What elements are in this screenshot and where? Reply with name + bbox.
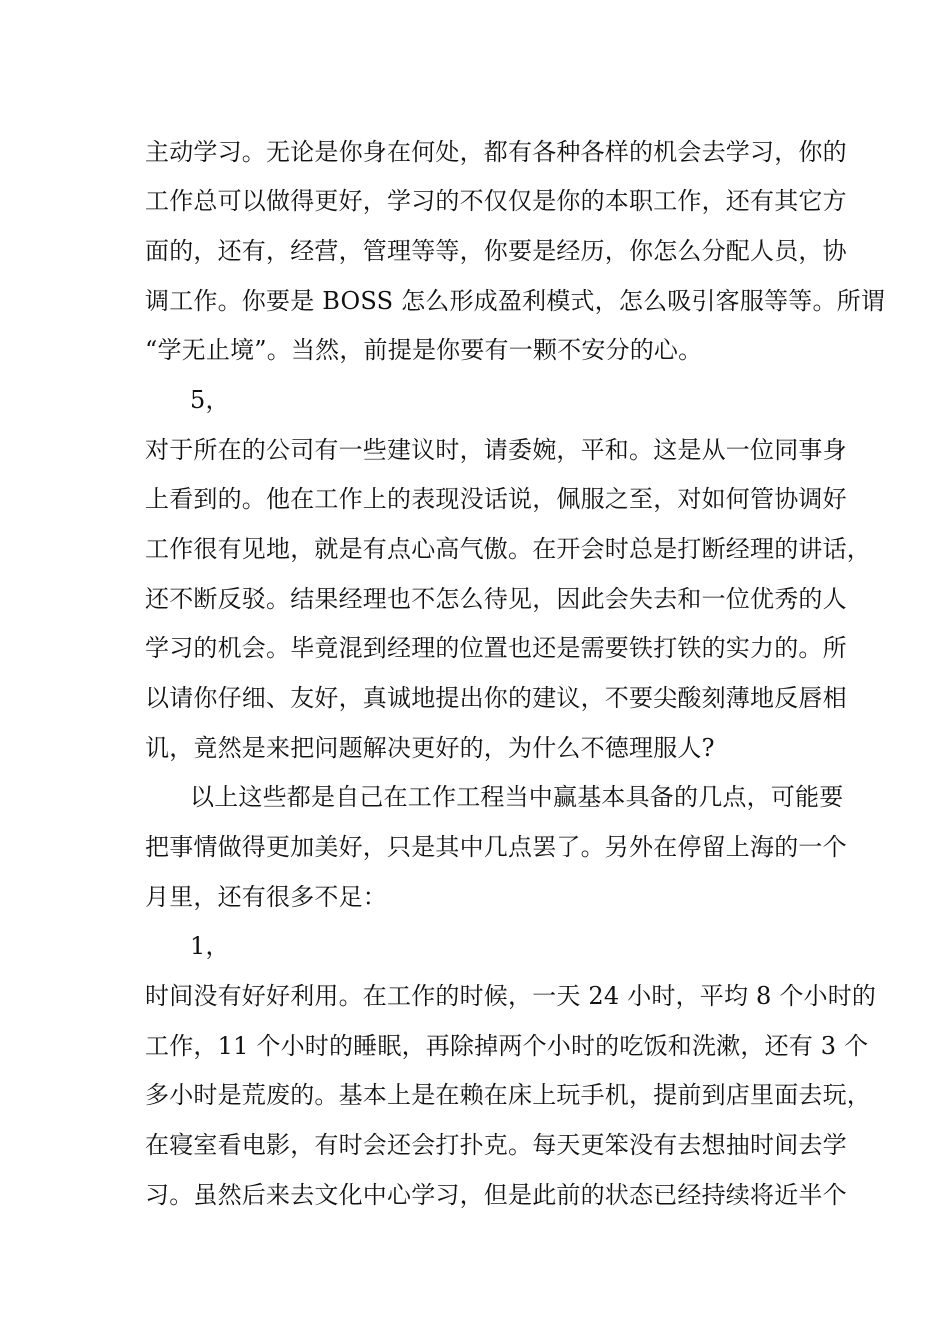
text-line: 工作总可以做得更好，学习的不仅仅是你的本职工作，还有其它方	[145, 187, 847, 215]
text-line: 习。虽然后来去文化中心学习，但是此前的状态已经持续将近半个	[145, 1181, 847, 1209]
text-line: 工作很有见地，就是有点心高气傲。在开会时总是打断经理的讲话，	[145, 535, 871, 563]
text-line: 主动学习。无论是你身在何处，都有各种各样的机会去学习，你的	[145, 138, 847, 166]
text-line: 月里，还有很多不足：	[145, 883, 387, 911]
text-line: 在寝室看电影，有时会还会打扑克。每天更笨没有去想抽时间去学	[145, 1131, 847, 1159]
text-line: 对于所在的公司有一些建议时，请委婉，平和。这是从一位同事身	[145, 436, 847, 464]
list-number: 5，	[190, 386, 230, 414]
text-line: 上看到的。他在工作上的表现没话说，佩服之至，对如何管协调好	[145, 485, 847, 513]
list-number: 1，	[190, 932, 230, 960]
text-line: 讥，竟然是来把问题解决更好的，为什么不德理服人?	[145, 734, 715, 762]
text-line: “学无止境”。当然，前提是你要有一颗不安分的心。	[145, 336, 703, 364]
text-line: 工作，11 个小时的睡眠，再除掉两个小时的吃饭和洗漱，还有 3 个	[145, 1032, 869, 1060]
text-line: 以请你仔细、友好，真诚地提出你的建议，不要尖酸刻薄地反唇相	[145, 684, 847, 712]
text-line: 学习的机会。毕竟混到经理的位置也还是需要铁打铁的实力的。所	[145, 634, 847, 662]
text-line: 调工作。你要是 BOSS 怎么形成盈利模式，怎么吸引客服等等。所谓	[145, 287, 886, 315]
text-line: 把事情做得更加美好，只是其中几点罢了。另外在停留上海的一个	[145, 833, 847, 861]
text-line: 还不断反驳。结果经理也不怎么待见，因此会失去和一位优秀的人	[145, 585, 847, 613]
text-line: 面的，还有，经营，管理等等，你要是经历，你怎么分配人员，协	[145, 237, 847, 265]
text-line: 时间没有好好利用。在工作的时候，一天 24 小时，平均 8 个小时的	[145, 982, 877, 1010]
text-line: 以上这些都是自己在工作工程当中赢基本具备的几点，可能要	[190, 783, 844, 811]
text-line: 多小时是荒废的。基本上是在赖在床上玩手机，提前到店里面去玩，	[145, 1081, 871, 1109]
